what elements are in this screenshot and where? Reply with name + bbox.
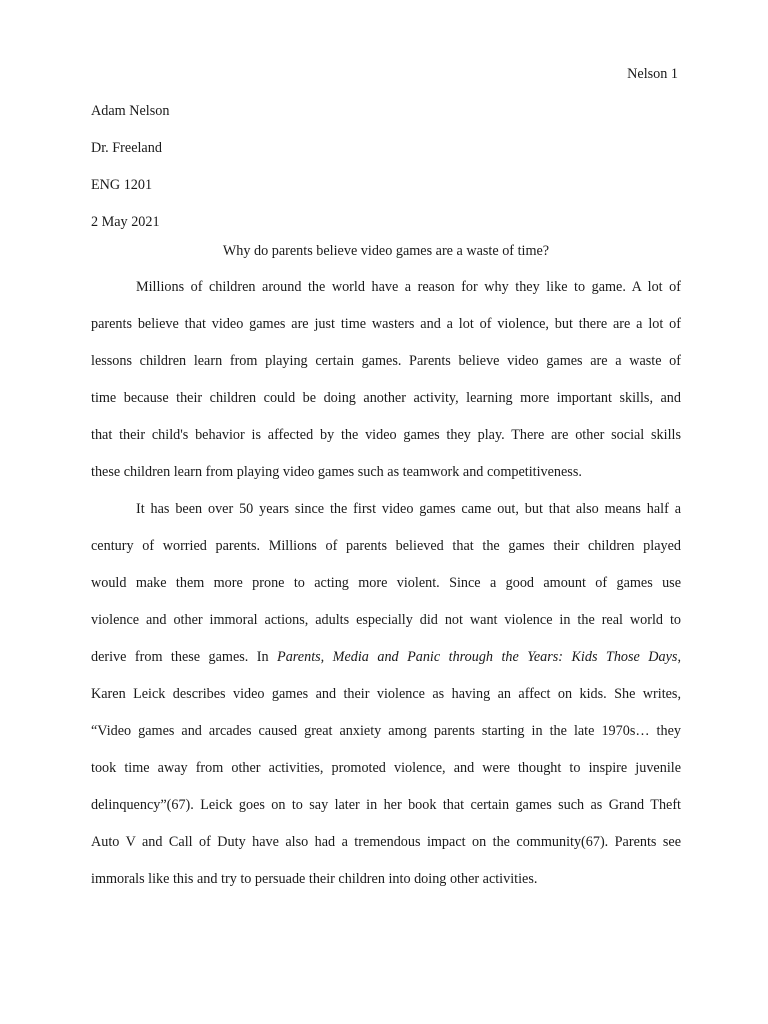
- paragraph-line: that their child's behavior is affected by the video games they play. There are other social skills: [91, 427, 681, 443]
- author-name: Adam Nelson: [91, 103, 170, 119]
- paragraph-line: immorals like this and try to persuade their children into doing other activities.: [91, 871, 538, 887]
- paragraph-line: violence and other immoral actions, adults especially did not want violence in the real world to: [91, 612, 681, 628]
- paragraph-line: century of worried parents. Millions of parents believed that the games their children played: [91, 538, 681, 554]
- quotation-line: took time away from other activities, promoted violence, and were thought to inspire juvenile: [91, 760, 681, 776]
- course-code: ENG 1201: [91, 177, 153, 193]
- paragraph-line: lessons children learn from playing certain games. Parents believe video games are a waste of: [91, 353, 681, 369]
- paragraph-1: [91, 277, 681, 499]
- line-text: ,: [677, 649, 681, 665]
- paragraph-line: delinquency”(67). Leick goes on to say later in her book that certain games such as Grand Theft: [91, 797, 681, 813]
- paragraph-line: parents believe that video games are just time wasters and a lot of violence, but there are a lot of: [91, 316, 681, 332]
- paragraph-line: Karen Leick describes video games and their violence as having an affect on kids. She writes,: [91, 686, 681, 702]
- paragraph-2: [91, 499, 681, 906]
- paragraph-line: would make them more prone to acting more violent. Since a good amount of games use: [91, 575, 681, 591]
- paragraph-line: time because their children could be doing another activity, learning more important skills, and: [91, 390, 681, 406]
- essay-title: Why do parents believe video games are a waste of time?: [222, 243, 550, 259]
- line-text: derive from these games. In: [91, 649, 278, 665]
- mla-header: [91, 93, 681, 241]
- running-head: Nelson 1: [627, 66, 678, 82]
- essay-date: 2 May 2021: [91, 214, 160, 230]
- quotation-line: “Video games and arcades caused great anxiety among parents starting in the late 1970s… they: [91, 723, 681, 739]
- paragraph-line: Millions of children around the world have a reason for why they like to game. A lot of: [136, 279, 681, 295]
- paragraph-line: It has been over 50 years since the first video games came out, but that also means half a: [136, 501, 681, 517]
- paragraph-line: these children learn from playing video games such as teamwork and competitiveness.: [91, 464, 582, 480]
- essay-body: [91, 277, 681, 906]
- paragraph-line: Auto V and Call of Duty have also had a tremendous impact on the community(67). Parents see: [91, 834, 681, 850]
- paragraph-line-with-citation: [91, 647, 681, 684]
- instructor-name: Dr. Freeland: [91, 140, 162, 156]
- book-title: Parents, Media and Panic through the Years: Kids Those Days: [277, 649, 678, 665]
